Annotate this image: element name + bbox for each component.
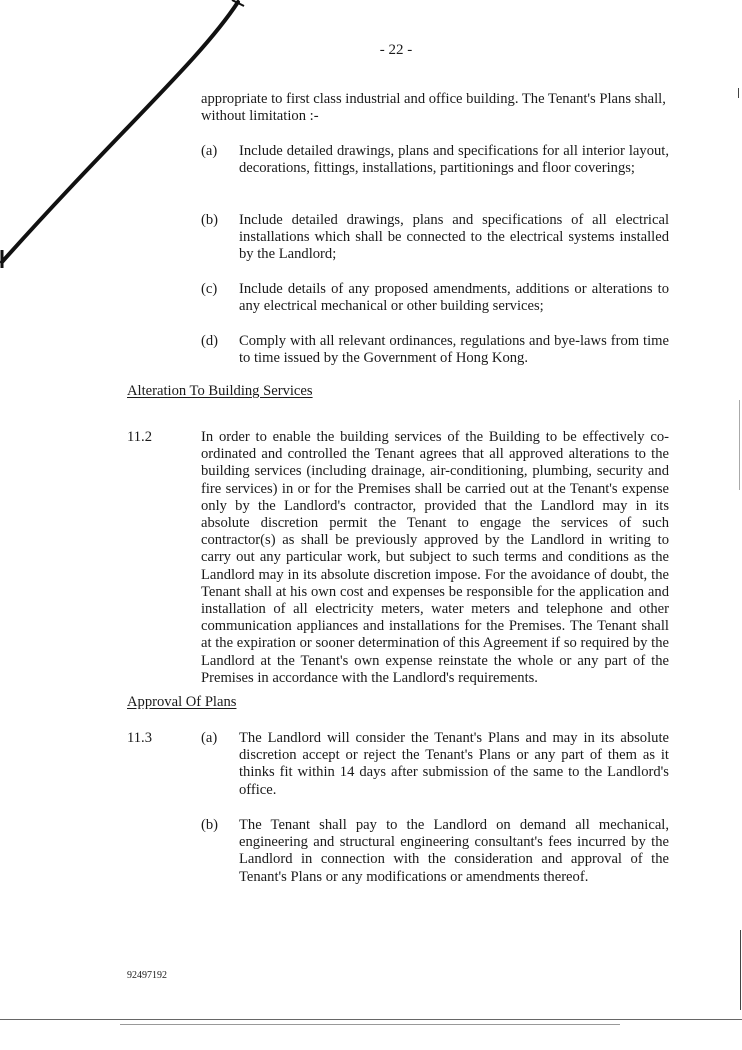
scan-margin-mark <box>740 930 741 1010</box>
section-heading-approval: Approval Of Plans <box>127 694 237 710</box>
clause-number: 11.3 <box>127 730 152 746</box>
list-item-label: (b) <box>201 212 219 228</box>
list-item-text: The Tenant shall pay to the Landlord on demand all mechanical, engineering and structural engineering consultant's fees incurred by the Landlord in connection with the consideration and approval of the Tenant's Plans or any modifications or amendments thereof. <box>239 817 669 885</box>
list-item-label: (a) <box>201 143 218 159</box>
intro-paragraph: appropriate to first class industrial and office building. The Tenant's Plans shall, without limitation :- <box>201 91 666 125</box>
list-item-text: Include details of any proposed amendments, additions or alterations to any electrical mechanical or other building services; <box>239 281 669 315</box>
clause-text: In order to enable the building services of the Building to be effectively co-ordinated and controlled the Tenant agrees that all approved alterations to the building services (including drainage, air-conditioning, plumbing, security and fire services) in or for the Premises shall be carried out at the Tenant's expense only by the Landlord's contractor, provided that the Landlord may in its absolute discretion permit the Tenant to engage the services of such contractor(s) as shall be previously approved by the Landlord in writing to carry out any particular work, but subject to such terms and conditions as the Landlord may in its absolute discretion impose. For the avoidance of doubt, the Tenant shall at his own cost and expenses be responsible for the application and installation of all electricity meters, water meters and telephone and other communication appliances and installations for the Premises. The Tenant shall at the expiration or sooner determination of this Agreement if so required by the Landlord at the Tenant's own expense reinstate the whole or any part of the Premises in accordance with the Landlord's requirements. <box>201 429 669 686</box>
list-item-text: The Landlord will consider the Tenant's Plans and may in its absolute discretion accept or reject the Tenant's Plans or any part of them as it thinks fit within 14 days after submission of the same to the Landlord's office. <box>239 730 669 798</box>
list-item-label: (a) <box>201 730 218 746</box>
list-item-label: (b) <box>201 817 219 833</box>
scan-edge-line <box>0 1019 742 1020</box>
scan-edge-line <box>120 1024 620 1025</box>
list-item-label: (c) <box>201 281 218 297</box>
scan-margin-mark <box>739 400 740 490</box>
document-reference-number: 92497192 <box>127 970 167 981</box>
section-heading-alteration: Alteration To Building Services <box>127 383 313 399</box>
clause-number: 11.2 <box>127 429 152 445</box>
list-item-text: Include detailed drawings, plans and specifications of all electrical installations which shall be connected to the electrical systems installed by the Landlord; <box>239 212 669 263</box>
list-item-text: Comply with all relevant ordinances, regulations and bye-laws from time to time issued by the Government of Hong Kong. <box>239 333 669 367</box>
scan-margin-mark <box>738 88 739 98</box>
list-item-text: Include detailed drawings, plans and specifications for all interior layout, decorations, fittings, installations, partitionings and floor coverings; <box>239 143 669 177</box>
list-item-label: (d) <box>201 333 219 349</box>
page-number: - 22 - <box>379 42 413 58</box>
